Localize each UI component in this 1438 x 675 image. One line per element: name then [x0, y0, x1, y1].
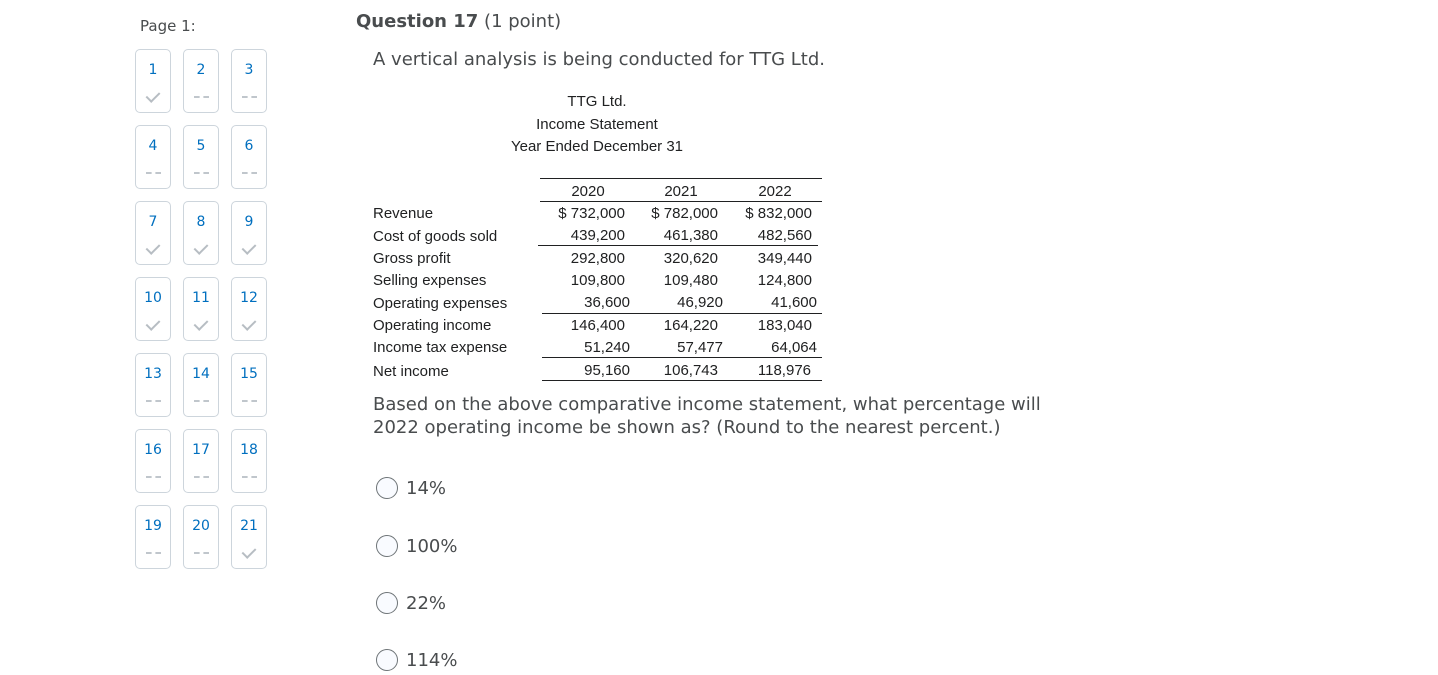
- statement-rule: [538, 245, 818, 246]
- question-title: Question 17: [356, 11, 479, 32]
- answer-option-label: 14%: [406, 478, 447, 499]
- question-nav-button[interactable]: [231, 125, 267, 189]
- question-number: 15: [240, 366, 258, 382]
- question-nav-button[interactable]: [231, 353, 267, 417]
- question-number: 11: [192, 290, 210, 306]
- answered-check-icon: [184, 316, 218, 332]
- question-nav-button[interactable]: [135, 277, 171, 341]
- question-number: 6: [244, 138, 254, 154]
- row-label: Selling expenses: [373, 272, 487, 289]
- cell-value: 320,620: [663, 250, 718, 267]
- answered-check-icon: [136, 316, 170, 332]
- unanswered-dash-icon: [184, 544, 218, 560]
- cell-value: 36,600: [584, 294, 630, 311]
- question-number: 10: [144, 290, 162, 306]
- column-header-year: 2022: [758, 183, 792, 200]
- cell-value: 41,600: [771, 294, 817, 311]
- cell-value: 292,800: [570, 250, 625, 267]
- row-label: Operating income: [373, 317, 492, 334]
- row-label: Revenue: [373, 205, 434, 222]
- cell-value: 106,743: [663, 362, 718, 379]
- cell-value: $ 732,000: [558, 205, 625, 222]
- unanswered-dash-icon: [184, 468, 218, 484]
- statement-rule: [542, 380, 822, 381]
- row-label: Income tax expense: [373, 339, 508, 356]
- answered-check-icon: [136, 88, 170, 104]
- unanswered-dash-icon: [136, 468, 170, 484]
- question-number: 5: [196, 138, 206, 154]
- cell-value: 118,976: [757, 362, 811, 379]
- question-number: 21: [240, 518, 258, 534]
- question-nav-button[interactable]: [183, 125, 219, 189]
- cell-value: 109,800: [570, 272, 625, 289]
- question-number: 13: [144, 366, 162, 382]
- answer-option-label: 22%: [406, 593, 447, 614]
- cell-value: 461,380: [663, 227, 718, 244]
- cell-value: $ 832,000: [745, 205, 812, 222]
- statement-title: Income Statement: [536, 116, 658, 133]
- question-number: 7: [148, 214, 158, 230]
- question-text: Based on the above comparative income statement, what percentage will 2022 operating income be shown as? (Round to the nearest percent.): [373, 394, 1041, 438]
- question-number: 8: [196, 214, 206, 230]
- column-header-year: 2021: [664, 183, 698, 200]
- row-label: Gross profit: [373, 250, 451, 267]
- cell-value: 109,480: [663, 272, 718, 289]
- page-label: Page 1:: [140, 17, 196, 35]
- question-prompt: A vertical analysis is being conducted for TTG Ltd.: [373, 49, 826, 70]
- question-number: 2: [196, 62, 206, 78]
- unanswered-dash-icon: [232, 88, 266, 104]
- question-number: 16: [144, 442, 162, 458]
- statement-rule: [540, 201, 822, 202]
- question-nav-button[interactable]: [135, 125, 171, 189]
- cell-value: 349,440: [757, 250, 812, 267]
- statement-period: Year Ended December 31: [510, 138, 684, 155]
- cell-value: $ 782,000: [651, 205, 718, 222]
- question-nav-button[interactable]: [135, 201, 171, 265]
- question-nav-button[interactable]: [135, 49, 171, 113]
- row-label: Cost of goods sold: [373, 228, 498, 245]
- question-nav-button[interactable]: [231, 429, 267, 493]
- question-header: [356, 11, 561, 32]
- statement-rule: [542, 357, 822, 358]
- radio-button[interactable]: [376, 477, 398, 499]
- unanswered-dash-icon: [136, 392, 170, 408]
- unanswered-dash-icon: [184, 392, 218, 408]
- answer-option-label: 114%: [406, 650, 458, 671]
- question-nav-button[interactable]: [183, 353, 219, 417]
- question-nav-button[interactable]: [231, 277, 267, 341]
- question-points: (1 point): [484, 11, 562, 32]
- question-number: 14: [192, 366, 210, 382]
- question-nav-button[interactable]: [135, 429, 171, 493]
- question-number: 18: [240, 442, 258, 458]
- cell-value: 124,800: [757, 272, 812, 289]
- answered-check-icon: [136, 240, 170, 256]
- question-number: 3: [244, 62, 254, 78]
- cell-value: 51,240: [584, 339, 630, 356]
- unanswered-dash-icon: [232, 164, 266, 180]
- cell-value: 46,920: [677, 294, 723, 311]
- question-nav-button[interactable]: [183, 49, 219, 113]
- question-number: 1: [148, 62, 158, 78]
- question-nav-button[interactable]: [231, 201, 267, 265]
- answer-option-label: 100%: [406, 536, 458, 557]
- question-nav-button[interactable]: [231, 49, 267, 113]
- question-nav-button[interactable]: [231, 505, 267, 569]
- cell-value: 146,400: [570, 317, 625, 334]
- cell-value: 183,040: [757, 317, 812, 334]
- unanswered-dash-icon: [184, 88, 218, 104]
- unanswered-dash-icon: [232, 392, 266, 408]
- cell-value: 482,560: [757, 227, 812, 244]
- answered-check-icon: [232, 240, 266, 256]
- unanswered-dash-icon: [232, 468, 266, 484]
- question-number: 4: [148, 138, 158, 154]
- statement-company: TTG Ltd.: [567, 93, 627, 110]
- radio-button[interactable]: [376, 592, 398, 614]
- question-nav-button[interactable]: [135, 505, 171, 569]
- cell-value: 164,220: [663, 317, 718, 334]
- unanswered-dash-icon: [184, 164, 218, 180]
- question-nav-button[interactable]: [135, 353, 171, 417]
- question-number: 9: [244, 214, 254, 230]
- row-label: Operating expenses: [373, 295, 508, 312]
- statement-rule: [540, 178, 822, 179]
- question-nav-button[interactable]: [183, 201, 219, 265]
- question-nav-button[interactable]: [183, 505, 219, 569]
- question-number: 17: [192, 442, 210, 458]
- cell-value: 64,064: [771, 339, 817, 356]
- unanswered-dash-icon: [136, 544, 170, 560]
- statement-rule: [542, 313, 822, 314]
- question-number: 12: [240, 290, 258, 306]
- answered-check-icon: [184, 240, 218, 256]
- cell-value: 95,160: [584, 362, 630, 379]
- cell-value: 439,200: [570, 227, 625, 244]
- cell-value: 57,477: [677, 339, 723, 356]
- question-nav-button[interactable]: [183, 277, 219, 341]
- answered-check-icon: [232, 544, 266, 560]
- question-nav-button[interactable]: [183, 429, 219, 493]
- unanswered-dash-icon: [136, 164, 170, 180]
- question-number: 19: [144, 518, 162, 534]
- answered-check-icon: [232, 316, 266, 332]
- column-header-year: 2020: [571, 183, 605, 200]
- question-number: 20: [192, 518, 210, 534]
- row-label: Net income: [373, 363, 449, 380]
- radio-button[interactable]: [376, 535, 398, 557]
